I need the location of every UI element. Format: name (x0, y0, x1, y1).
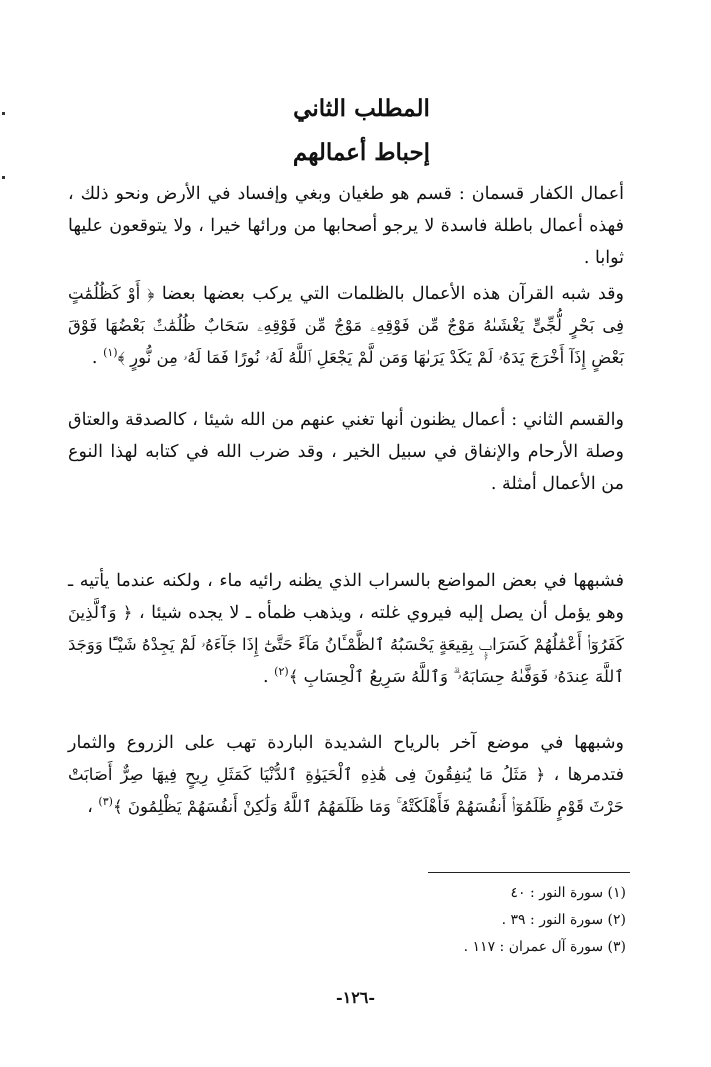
footnote-ref-3: (٣) (98, 795, 113, 809)
section-title: المطلب الثاني (293, 95, 430, 122)
footnote-1: (١) سورة النور : ٤٠ (510, 885, 626, 901)
paragraph-2 (68, 278, 624, 374)
footnote-3: (٣) سورة آل عمران : ١١٧ . (463, 939, 626, 955)
page-number: -١٢٦- (335, 988, 376, 1007)
footnote-ref-1: (١) (103, 346, 118, 360)
paragraph-3 (68, 404, 624, 500)
paragraph-4 (68, 565, 624, 693)
paragraph-4-text: فشبهها في بعض المواضع بالسراب الذي يظنه رائيه ماء ، ولكنه عندما يأتيه ـ وهو يؤمل أن يصل إليه فيروي غلته ، ويذهب ظمأه ـ لا يجده شيئا ، (68, 571, 624, 623)
verse-1: ﴿ أَوْ كَظُلُمَٰتٍ فِى بَحْرٍ لُّجِّىٍّ يَغْشَىٰهُ مَوْجٌ مِّن فَوْقِهِۦ مَوْجٌ مِّن فَوْقِهِۦ سَحَابٌ ظُلُمَٰتٌۢ بَعْضُهَا فَوْقَ بَعْضٍ إِذَآ أَخْرَجَ يَدَهُۥ لَمْ يَكَدْ يَرَىٰهَا وَمَن لَّمْ يَجْعَلِ ٱللَّهُ لَهُۥ نُورًا فَمَا لَهُۥ مِن نُّورٍ ﴾ (68, 284, 624, 367)
paragraph-1-text: أعمال الكفار قسمان : قسم هو طغيان وبغي وإفساد في الأرض ونحو ذلك ، فهذه أعمال باطلة فاسدة لا يرجو أصحابها من ورائها خيرا ، ولا يتوقعون عليها ثوابا . (68, 184, 624, 268)
verse-2: ﴿ وَٱلَّذِينَ كَفَرُوٓا۟ أَعْمَٰلُهُمْ كَسَرَابٍۭ بِقِيعَةٍ يَحْسَبُهُ ٱلظَّمْـَٔانُ مَآءً حَتَّىٰٓ إِذَا جَآءَهُۥ لَمْ يَجِدْهُ شَيْـًٔا وَوَجَدَ ٱللَّهَ عِندَهُۥ فَوَفَّىٰهُ حِسَابَهُۥ ۗ وَٱللَّهُ سَرِيعُ ٱلْحِسَابِ ﴾ (68, 603, 624, 686)
footnote-2: (٢) سورة النور : ٣٩ . (501, 912, 626, 928)
paragraph-2-end: . (91, 348, 98, 368)
paragraph-5-text: وشبهها في موضع آخر بالرياح الشديدة الباردة تهب على الزروع والثمار فتدمرها ، (68, 733, 624, 785)
footnotes (320, 880, 626, 961)
scan-mark (2, 112, 5, 115)
paragraph-2-text: وقد شبه القرآن هذه الأعمال بالظلمات التي يركب بعضها بعضا (161, 284, 624, 304)
paragraph-5 (68, 727, 624, 823)
paragraph-1 (68, 178, 624, 274)
section-subtitle: إحباط أعمالهم (292, 139, 431, 166)
paragraph-5-end: ، (87, 797, 93, 817)
verse-3: ﴿ مَثَلُ مَا يُنفِقُونَ فِى هَٰذِهِ ٱلْحَيَوٰةِ ٱلدُّنْيَا كَمَثَلِ رِيحٍ فِيهَا صِرٌّ أَصَابَتْ حَرْثَ قَوْمٍ ظَلَمُوٓا۟ أَنفُسَهُمْ فَأَهْلَكَتْهُ ۚ وَمَا ظَلَمَهُمُ ٱللَّهُ وَلَٰكِنْ أَنفُسَهُمْ يَظْلِمُونَ ﴾ (68, 765, 624, 816)
footnote-divider (428, 872, 630, 873)
paragraph-3-text: والقسم الثاني : أعمال يظنون أنها تغني عنهم من الله شيئا ، كالصدقة والعتاق وصلة الأرحام والإنفاق في سبيل الخير ، وقد ضرب الله في كتابه لهذا النوع من الأعمال أمثلة . (68, 410, 624, 494)
scan-mark (2, 176, 5, 179)
footnote-ref-2: (٢) (274, 665, 289, 679)
paragraph-4-end: . (263, 667, 269, 687)
